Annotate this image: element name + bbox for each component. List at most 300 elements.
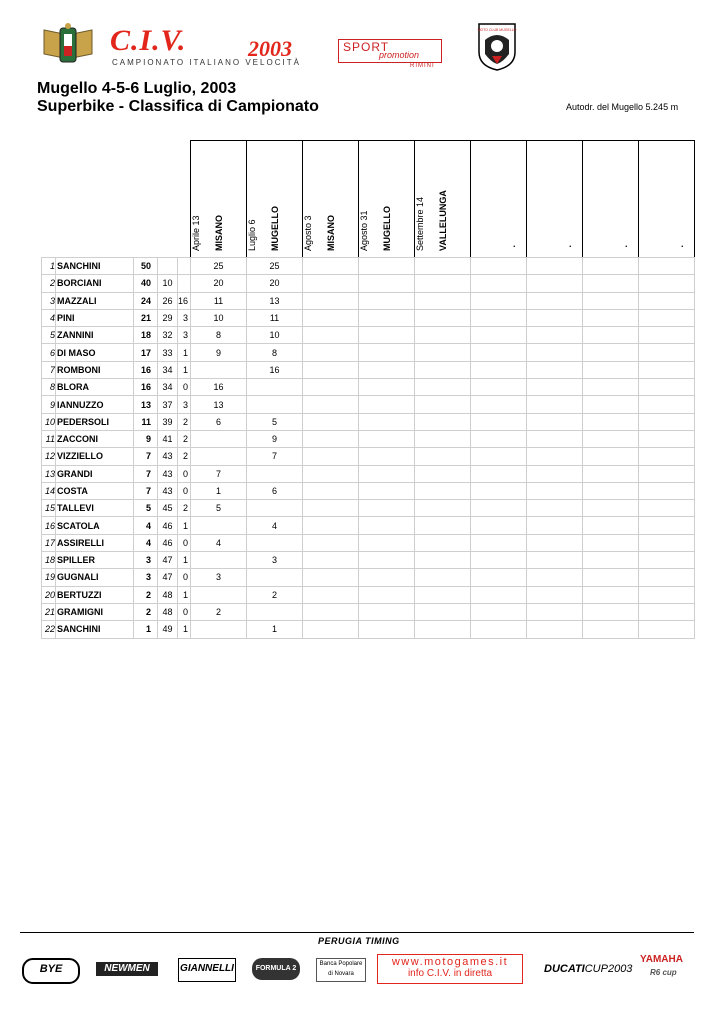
rider-extra xyxy=(178,258,191,275)
round-header-7 xyxy=(527,141,583,258)
page-subtitle: Superbike - Classifica di Campionato xyxy=(37,98,319,115)
round-result xyxy=(359,344,415,361)
rider-points: 17 xyxy=(134,344,158,361)
rider-extra: 3 xyxy=(178,327,191,344)
round-result xyxy=(527,344,583,361)
round-result xyxy=(471,500,527,517)
rider-points: 2 xyxy=(134,603,158,620)
round-result xyxy=(639,448,695,465)
round-result xyxy=(527,379,583,396)
rider-points: 9 xyxy=(134,430,158,447)
round-result xyxy=(247,396,303,413)
rider-name: IANNUZZO xyxy=(56,396,134,413)
civ-subtitle: CAMPIONATO ITALIANO VELOCITÀ xyxy=(112,58,301,67)
round-result xyxy=(639,309,695,326)
round-date: Agosto 31 xyxy=(359,210,370,251)
round-result xyxy=(303,258,359,275)
rider-name: SCATOLA xyxy=(56,517,134,534)
round-result xyxy=(583,258,639,275)
round-result xyxy=(415,396,471,413)
round-result xyxy=(359,465,415,482)
footer-divider xyxy=(20,932,694,933)
round-result xyxy=(359,534,415,551)
rider-position: 20 xyxy=(42,586,56,603)
rider-name: GUGNALI xyxy=(56,569,134,586)
rider-name: ASSIRELLI xyxy=(56,534,134,551)
rider-name: SPILLER xyxy=(56,552,134,569)
rider-extra: 1 xyxy=(178,361,191,378)
round-result xyxy=(639,430,695,447)
round-result xyxy=(471,275,527,292)
round-placeholder: . xyxy=(513,239,516,249)
round-result: 5 xyxy=(191,500,247,517)
rider-position: 3 xyxy=(42,292,56,309)
rider-gap: 45 xyxy=(158,500,178,517)
rider-name: GRANDI xyxy=(56,465,134,482)
round-result xyxy=(303,275,359,292)
rider-name: ZACCONI xyxy=(56,430,134,447)
rider-position: 22 xyxy=(42,621,56,638)
round-result xyxy=(527,517,583,534)
rider-name: TALLEVI xyxy=(56,500,134,517)
round-result xyxy=(471,448,527,465)
round-result xyxy=(583,396,639,413)
round-result xyxy=(359,361,415,378)
rider-position: 21 xyxy=(42,603,56,620)
rider-name: ZANNINI xyxy=(56,327,134,344)
rider-points: 40 xyxy=(134,275,158,292)
rider-gap: 47 xyxy=(158,552,178,569)
round-result xyxy=(415,327,471,344)
rider-points: 24 xyxy=(134,292,158,309)
rider-extra: 1 xyxy=(178,517,191,534)
table-row xyxy=(42,361,695,378)
rider-name: MAZZALI xyxy=(56,292,134,309)
round-result xyxy=(303,396,359,413)
round-result xyxy=(583,517,639,534)
rider-extra: 3 xyxy=(178,309,191,326)
round-result xyxy=(527,603,583,620)
civ-year: 2003 xyxy=(248,36,292,61)
round-result: 2 xyxy=(191,603,247,620)
round-result: 9 xyxy=(247,430,303,447)
round-result xyxy=(639,327,695,344)
fmi-logo-icon xyxy=(42,22,94,66)
rider-gap: 43 xyxy=(158,482,178,499)
rider-extra: 3 xyxy=(178,396,191,413)
round-result xyxy=(471,569,527,586)
round-result xyxy=(583,430,639,447)
round-placeholder: . xyxy=(625,239,628,249)
round-header-5 xyxy=(415,141,471,258)
round-result: 4 xyxy=(247,517,303,534)
round-result xyxy=(583,552,639,569)
round-result: 5 xyxy=(247,413,303,430)
rider-position: 2 xyxy=(42,275,56,292)
round-result xyxy=(583,534,639,551)
round-venue: MUGELLO xyxy=(270,206,281,251)
sponsor-ducati xyxy=(544,963,632,975)
round-result xyxy=(583,413,639,430)
rider-gap: 26 xyxy=(158,292,178,309)
round-result xyxy=(415,465,471,482)
round-result xyxy=(247,603,303,620)
round-result: 11 xyxy=(191,292,247,309)
round-result: 11 xyxy=(247,309,303,326)
round-result xyxy=(639,569,695,586)
round-result xyxy=(359,309,415,326)
round-result xyxy=(639,552,695,569)
round-result xyxy=(639,379,695,396)
table-row xyxy=(42,275,695,292)
rider-position: 6 xyxy=(42,344,56,361)
round-result xyxy=(471,465,527,482)
round-result xyxy=(359,258,415,275)
round-result xyxy=(359,552,415,569)
round-header-3 xyxy=(303,141,359,258)
round-result xyxy=(471,361,527,378)
round-result xyxy=(639,465,695,482)
round-result xyxy=(639,292,695,309)
circuit-info: Autodr. del Mugello 5.245 m xyxy=(566,102,679,112)
table-row xyxy=(42,603,695,620)
round-result: 3 xyxy=(191,569,247,586)
table-row xyxy=(42,327,695,344)
round-result xyxy=(639,275,695,292)
round-result xyxy=(247,500,303,517)
standings-table xyxy=(41,140,695,639)
rider-gap: 49 xyxy=(158,621,178,638)
round-header-9 xyxy=(639,141,695,258)
round-result xyxy=(191,517,247,534)
round-result xyxy=(415,517,471,534)
rider-position: 9 xyxy=(42,396,56,413)
rider-points: 16 xyxy=(134,361,158,378)
round-result xyxy=(639,396,695,413)
rider-extra xyxy=(178,275,191,292)
round-result xyxy=(303,621,359,638)
rider-points: 3 xyxy=(134,552,158,569)
round-result xyxy=(303,552,359,569)
round-result xyxy=(303,448,359,465)
table-row xyxy=(42,552,695,569)
round-result xyxy=(191,361,247,378)
round-result xyxy=(191,448,247,465)
table-row xyxy=(42,430,695,447)
sponsor-giannelli: GIANNELLI xyxy=(178,958,236,982)
rider-points: 1 xyxy=(134,621,158,638)
round-result xyxy=(527,413,583,430)
table-row xyxy=(42,344,695,361)
round-result: 1 xyxy=(191,482,247,499)
round-result xyxy=(191,621,247,638)
round-result xyxy=(191,586,247,603)
rider-extra: 2 xyxy=(178,413,191,430)
yamaha-name: YAMAHA xyxy=(640,954,683,965)
round-result xyxy=(527,327,583,344)
round-result xyxy=(583,344,639,361)
round-result xyxy=(359,413,415,430)
round-result: 16 xyxy=(247,361,303,378)
round-result xyxy=(415,603,471,620)
round-result xyxy=(639,517,695,534)
round-result xyxy=(415,292,471,309)
rider-points: 3 xyxy=(134,569,158,586)
rider-extra: 0 xyxy=(178,482,191,499)
rider-gap: 43 xyxy=(158,448,178,465)
rider-gap: 34 xyxy=(158,379,178,396)
round-result xyxy=(415,344,471,361)
round-result: 10 xyxy=(191,309,247,326)
round-result xyxy=(527,309,583,326)
motogames-banner[interactable] xyxy=(377,954,523,984)
rider-gap: 37 xyxy=(158,396,178,413)
rider-extra: 0 xyxy=(178,569,191,586)
sport-promotion-logo xyxy=(338,39,442,63)
round-result xyxy=(303,430,359,447)
rider-gap: 32 xyxy=(158,327,178,344)
rider-points: 7 xyxy=(134,448,158,465)
rider-position: 14 xyxy=(42,482,56,499)
rider-name: DI MASO xyxy=(56,344,134,361)
round-result xyxy=(471,430,527,447)
round-result xyxy=(527,569,583,586)
round-result xyxy=(359,448,415,465)
round-result xyxy=(359,379,415,396)
rider-name: SANCHINI xyxy=(56,621,134,638)
round-result xyxy=(303,379,359,396)
rider-gap: 39 xyxy=(158,413,178,430)
round-result xyxy=(359,517,415,534)
ducati-cup: CUP2003 xyxy=(584,963,633,975)
round-result xyxy=(415,361,471,378)
yamaha-r6: R6 cup xyxy=(650,968,677,977)
round-result xyxy=(415,309,471,326)
round-result xyxy=(471,603,527,620)
civ-title: C.I.V. xyxy=(110,24,187,57)
round-result xyxy=(303,500,359,517)
rider-name: ROMBONI xyxy=(56,361,134,378)
rider-gap: 33 xyxy=(158,344,178,361)
rider-name: BERTUZZI xyxy=(56,586,134,603)
rider-points: 16 xyxy=(134,379,158,396)
table-row xyxy=(42,465,695,482)
round-result xyxy=(303,482,359,499)
round-result xyxy=(359,482,415,499)
round-result xyxy=(359,327,415,344)
table-row xyxy=(42,569,695,586)
round-result xyxy=(359,275,415,292)
sport-line2: promotion xyxy=(379,50,420,60)
rider-position: 7 xyxy=(42,361,56,378)
rider-position: 1 xyxy=(42,258,56,275)
rider-gap: 10 xyxy=(158,275,178,292)
table-row xyxy=(42,309,695,326)
rider-points: 13 xyxy=(134,396,158,413)
rider-name: BORCIANI xyxy=(56,275,134,292)
round-result xyxy=(359,603,415,620)
round-venue: VALLELUNGA xyxy=(438,190,449,251)
round-result xyxy=(583,465,639,482)
rider-position: 15 xyxy=(42,500,56,517)
round-placeholder: . xyxy=(569,239,572,249)
round-result xyxy=(583,448,639,465)
rider-points: 11 xyxy=(134,413,158,430)
rider-points: 5 xyxy=(134,500,158,517)
round-result xyxy=(527,258,583,275)
round-result xyxy=(471,379,527,396)
round-result xyxy=(415,621,471,638)
round-result xyxy=(471,344,527,361)
round-result: 6 xyxy=(191,413,247,430)
round-result xyxy=(303,413,359,430)
rider-gap: 41 xyxy=(158,430,178,447)
rider-gap: 48 xyxy=(158,586,178,603)
ducati-name: DUCATI xyxy=(544,963,585,975)
round-result xyxy=(639,603,695,620)
round-result xyxy=(303,603,359,620)
round-result xyxy=(303,309,359,326)
round-result xyxy=(527,448,583,465)
round-result: 25 xyxy=(247,258,303,275)
rider-position: 10 xyxy=(42,413,56,430)
rider-name: BLORA xyxy=(56,379,134,396)
round-result xyxy=(471,517,527,534)
rider-position: 16 xyxy=(42,517,56,534)
round-header-1 xyxy=(191,141,247,258)
round-result xyxy=(303,327,359,344)
rider-name: PINI xyxy=(56,309,134,326)
round-result xyxy=(639,413,695,430)
rider-gap: 46 xyxy=(158,534,178,551)
round-result xyxy=(359,586,415,603)
rider-gap xyxy=(158,258,178,275)
rider-points: 4 xyxy=(134,517,158,534)
round-date: Agosto 3 xyxy=(303,215,314,251)
round-result xyxy=(359,569,415,586)
table-row xyxy=(42,500,695,517)
sponsor-bye: BYE xyxy=(22,958,80,984)
round-result xyxy=(527,621,583,638)
round-result xyxy=(303,465,359,482)
round-result xyxy=(527,586,583,603)
round-result xyxy=(471,621,527,638)
shield-text: MOTO CLUB MUGELLO xyxy=(477,28,517,32)
round-result xyxy=(415,448,471,465)
round-result xyxy=(583,586,639,603)
rider-name: COSTA xyxy=(56,482,134,499)
round-result xyxy=(471,552,527,569)
rider-gap: 48 xyxy=(158,603,178,620)
rider-extra: 0 xyxy=(178,465,191,482)
round-result xyxy=(303,292,359,309)
rider-extra: 1 xyxy=(178,344,191,361)
rider-position: 8 xyxy=(42,379,56,396)
round-date: Aprile 13 xyxy=(191,215,202,251)
table-row xyxy=(42,413,695,430)
round-result xyxy=(415,500,471,517)
rider-extra: 2 xyxy=(178,448,191,465)
round-result xyxy=(471,534,527,551)
round-result xyxy=(471,586,527,603)
timing-credit: PERUGIA TIMING xyxy=(318,936,400,946)
table-row xyxy=(42,517,695,534)
motogames-url[interactable]: www.motogames.it xyxy=(391,956,509,968)
round-header-4 xyxy=(359,141,415,258)
round-result xyxy=(583,500,639,517)
round-result xyxy=(527,292,583,309)
round-result: 13 xyxy=(191,396,247,413)
rider-name: PEDERSOLI xyxy=(56,413,134,430)
round-result: 9 xyxy=(191,344,247,361)
round-result xyxy=(583,275,639,292)
rider-position: 4 xyxy=(42,309,56,326)
round-result xyxy=(527,552,583,569)
header-blank xyxy=(42,141,191,258)
round-result xyxy=(359,621,415,638)
round-result xyxy=(527,482,583,499)
round-result xyxy=(527,275,583,292)
round-result xyxy=(247,379,303,396)
round-result xyxy=(583,482,639,499)
round-result xyxy=(303,361,359,378)
round-result xyxy=(303,586,359,603)
rider-name: GRAMIGNI xyxy=(56,603,134,620)
round-venue: MISANO xyxy=(326,215,337,251)
round-header-8 xyxy=(583,141,639,258)
sponsor-banca: Banca Popolare di Novara xyxy=(316,958,366,982)
round-result xyxy=(471,413,527,430)
round-result xyxy=(191,552,247,569)
round-result xyxy=(639,534,695,551)
round-result xyxy=(639,621,695,638)
rider-extra: 0 xyxy=(178,379,191,396)
rider-points: 50 xyxy=(134,258,158,275)
round-header-6 xyxy=(471,141,527,258)
table-row xyxy=(42,379,695,396)
round-result xyxy=(303,517,359,534)
rider-position: 17 xyxy=(42,534,56,551)
round-result xyxy=(415,482,471,499)
round-result: 8 xyxy=(191,327,247,344)
round-result: 4 xyxy=(191,534,247,551)
round-result: 1 xyxy=(247,621,303,638)
round-result xyxy=(583,603,639,620)
round-result xyxy=(583,569,639,586)
round-placeholder: . xyxy=(681,239,684,249)
round-result: 7 xyxy=(191,465,247,482)
table-row xyxy=(42,448,695,465)
round-result: 3 xyxy=(247,552,303,569)
round-result: 7 xyxy=(247,448,303,465)
rider-name: VIZZIELLO xyxy=(56,448,134,465)
round-result xyxy=(303,569,359,586)
round-result xyxy=(415,430,471,447)
round-result xyxy=(415,379,471,396)
rider-name: SANCHINI xyxy=(56,258,134,275)
round-result xyxy=(415,258,471,275)
round-result xyxy=(527,396,583,413)
round-result xyxy=(639,361,695,378)
motogames-tagline: info C.I.V. in diretta xyxy=(407,968,493,979)
round-result xyxy=(583,292,639,309)
round-result xyxy=(359,500,415,517)
round-date: Settembre 14 xyxy=(415,196,426,251)
round-result: 20 xyxy=(191,275,247,292)
round-result xyxy=(471,309,527,326)
rider-position: 11 xyxy=(42,430,56,447)
round-header-2 xyxy=(247,141,303,258)
